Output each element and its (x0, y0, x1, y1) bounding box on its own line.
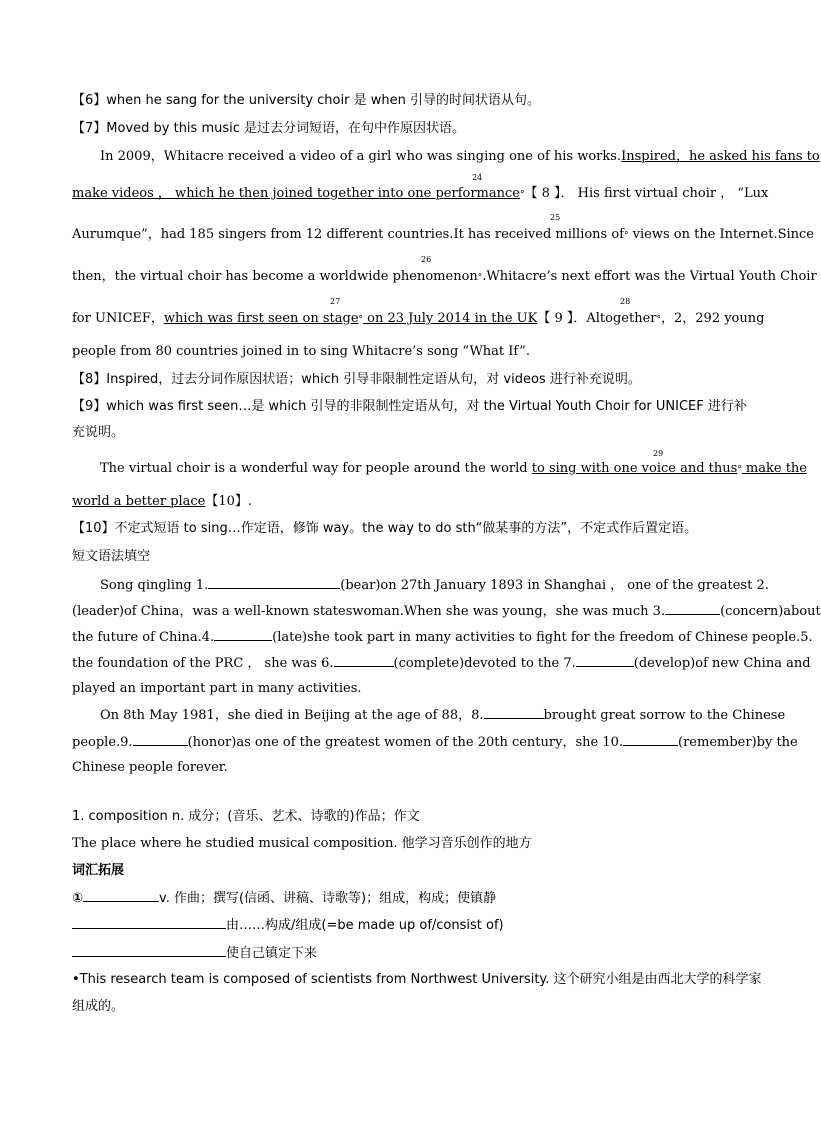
blank-4[interactable] (214, 628, 272, 641)
note-7: 【7】Moved by this music 是过去分词短语，在句中作原因状语。 (72, 121, 466, 136)
cloze-line4: the foundation of the PRC ， she was 6. (complete)devoted to the 7. (develop)of new China and (72, 656, 811, 671)
vocab-example-2-line2: 组成的。 (72, 999, 125, 1014)
note-6: 【6】when he sang for the university choir 是 when 引导的时间状语从句。 (72, 93, 540, 108)
cloze-line1: Song qingling 1. (bear)on 27th January 1893 in Shanghai ， one of the greatest 2. (100, 578, 769, 593)
vocab-example-2-line1: •This research team is composed of scientists from Northwest University. 这个研究小组是由西北大学的科学家 (72, 972, 762, 987)
vocab-blank-3[interactable] (72, 944, 226, 957)
vocab-example: The place where he studied musical composition. 他学习音乐创作的地方 (72, 836, 532, 851)
vocab-blank-2[interactable] (72, 916, 226, 929)
section-title: 短文语法填空 (72, 549, 151, 564)
blank-1[interactable] (208, 576, 340, 589)
passage1-line4: then，the virtual choir has become a worldwide phenomenon°.Whitacre’s next effort was the Virtual Youth Choir (72, 269, 817, 284)
cloze-line6: On 8th May 1981，she died in Beijing at the age of 88，8. brought great sorrow to the Chinese (100, 708, 786, 723)
cloze-line3: the future of China.4. (late)she took part in many activities to fight for the freedom of Chinese people.5. (72, 630, 813, 645)
cloze-line8: Chinese people forever. (72, 760, 228, 775)
blank-7[interactable] (576, 654, 634, 667)
vocab-heading: 词汇拓展 (72, 863, 125, 878)
vocab-blank-1[interactable] (83, 889, 159, 902)
vocab-item-3: 使自己镇定下来 (72, 944, 317, 963)
vocab-entry: 1. composition n. 成分；(音乐、艺术、诗歌的)作品；作文 (72, 809, 420, 824)
blank-3[interactable] (665, 602, 720, 615)
passage2-line1: The virtual choir is a wonderful way for people around the world to sing with one voice and thus° make the (100, 461, 807, 476)
footnote-29: 29 (653, 449, 664, 458)
passage1-line5: for UNICEF，which was first seen on stage° on 23 July 2014 in the UK【 9 】．Altogether°，2，292 young (72, 311, 765, 326)
note-9-line1: 【9】which was first seen…是 which 引导的非限制性定语从句，对 the Virtual Youth Choir for UNICEF 进行补 (72, 399, 747, 414)
passage1-line3: Aurumque”，had 185 singers from 12 different countries.It has received millions of° views on the Internet.Since (72, 227, 814, 242)
passage1-line2: make videos ， which he then joined together into one performance°【 8 】． His first virtual choir ， “Lux (72, 186, 769, 201)
underlined-inspired: Inspired，he asked his fans to (621, 149, 820, 164)
passage1-line6: people from 80 countries joined in to sing Whitacre’s song “What If”. (72, 344, 530, 359)
footnote-27: 27 (330, 297, 341, 306)
cloze-line2: (leader)of China，was a well-known stateswoman.When she was young，she was much 3. (concern)about (72, 604, 821, 619)
blank-9[interactable] (133, 733, 188, 746)
vocab-item-1: ① v. 作曲；撰写(信函、讲稿、诗歌等)；组成，构成；使镇静 (72, 891, 497, 906)
footnote-28: 28 (620, 297, 631, 306)
footnote-24: 24 (472, 173, 483, 182)
footnote-26: 26 (421, 255, 432, 264)
passage1-line1: In 2009，Whitacre received a video of a girl who was singing one of his works.Inspired，he asked his fans to (100, 149, 820, 164)
passage2-line2: world a better place【10】. (72, 494, 253, 509)
note-10: 【10】不定式短语 to sing…作定语，修饰 way。the way to do sth“做某事的方法”，不定式作后置定语。 (72, 521, 698, 536)
underlined-make-videos: make videos ， which he then joined together into one performance (72, 186, 520, 201)
cloze-line7: people.9. (honor)as one of the greatest women of the 20th century，she 10. (remember)by the (72, 735, 798, 750)
blank-8[interactable] (484, 706, 544, 719)
note-9-line2: 充说明。 (72, 425, 125, 440)
cloze-line5: played an important part in many activities. (72, 681, 362, 696)
note-8: 【8】Inspired，过去分词作原因状语；which 引导非限制性定语从句，对 videos 进行补充说明。 (72, 372, 641, 387)
blank-10[interactable] (623, 733, 678, 746)
vocab-item-2: 由……构成/组成(=be made up of/consist of) (72, 916, 504, 935)
blank-6[interactable] (334, 654, 394, 667)
footnote-25: 25 (550, 213, 561, 222)
